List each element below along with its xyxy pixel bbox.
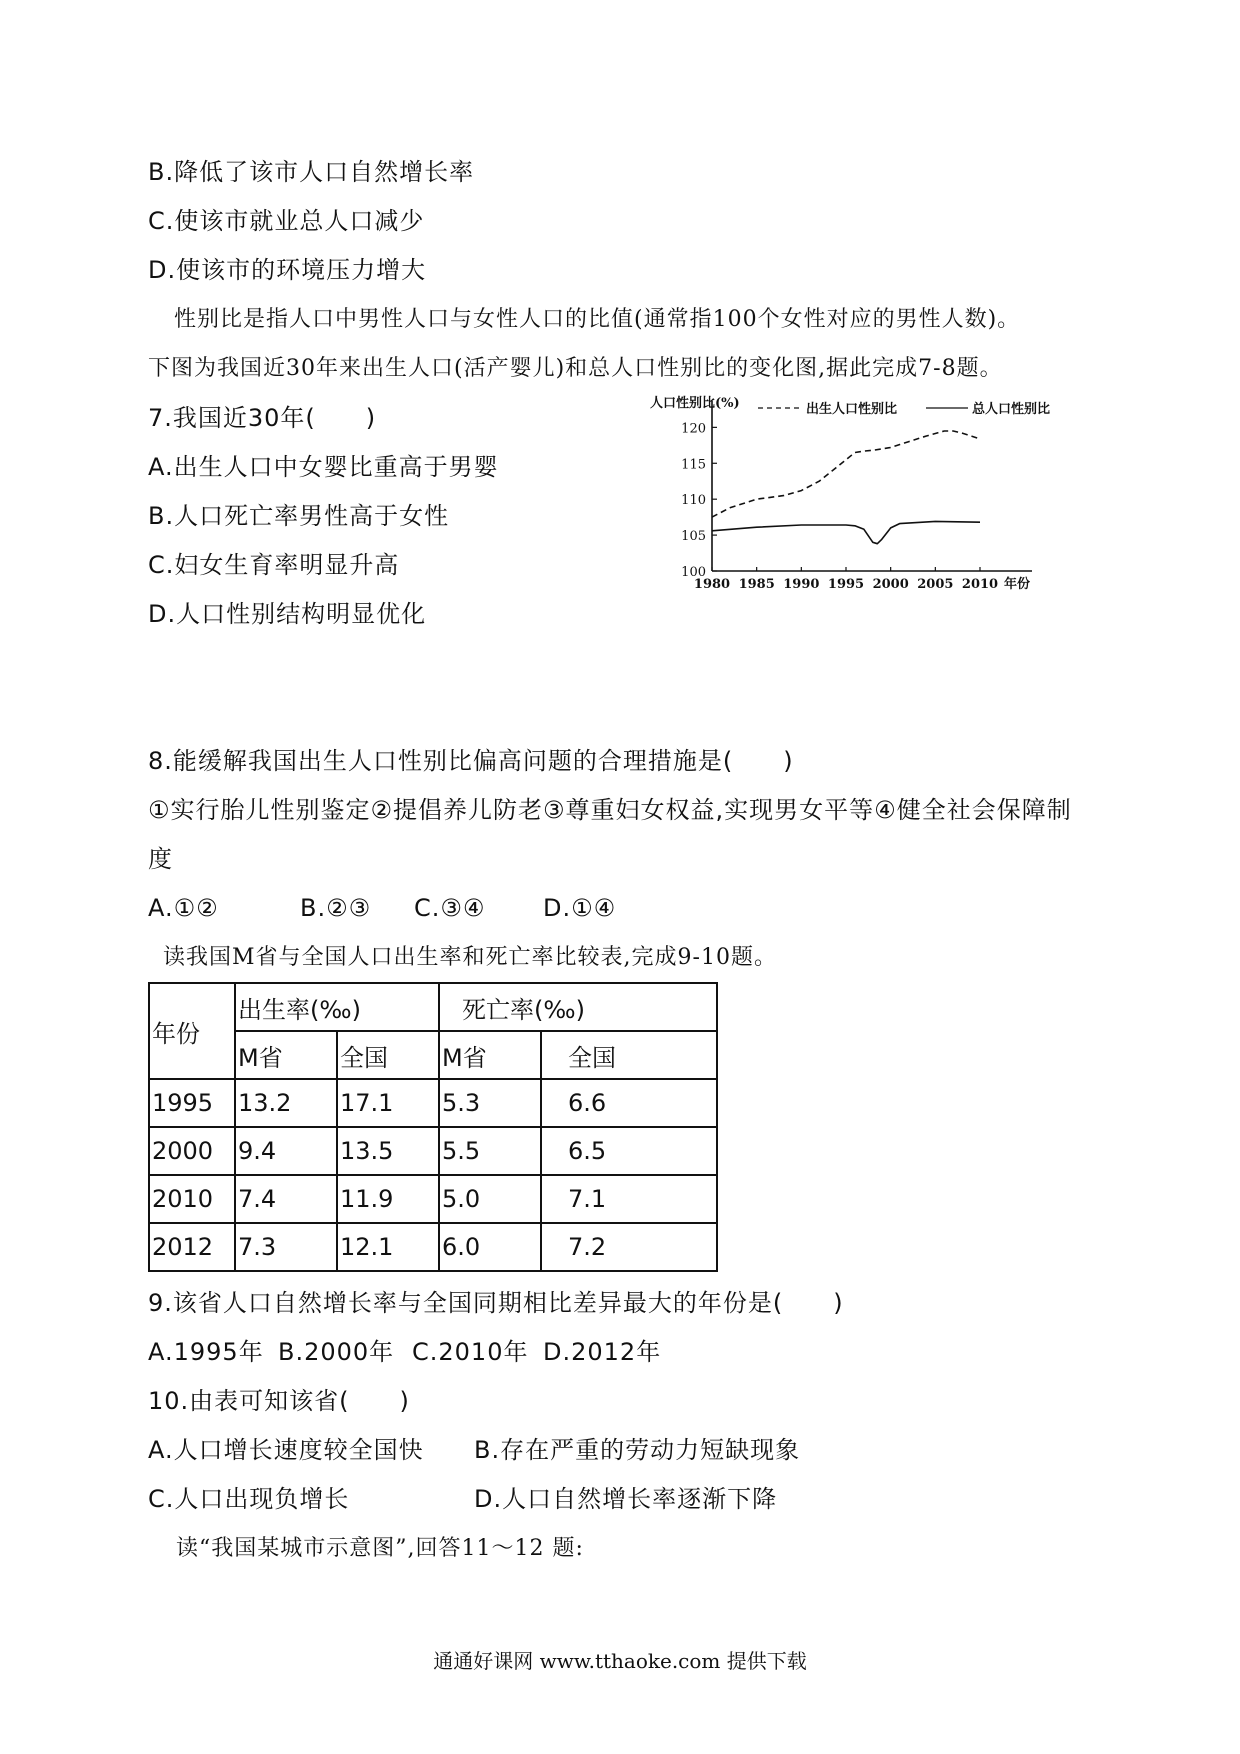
x-tick-label: 1985	[738, 577, 775, 592]
q6-option-d: D.使该市的环境压力增大	[148, 256, 427, 284]
cell-national-birth: 13.5	[337, 1127, 439, 1175]
q8-measures-line2: 度	[148, 845, 173, 873]
q10-option-c: C.人口出现负增长	[148, 1485, 350, 1513]
x-tick-label: 2000	[872, 577, 909, 592]
cell-year: 2000	[149, 1127, 235, 1175]
rates-table	[148, 982, 718, 1272]
table-row	[149, 1127, 717, 1175]
q7-stem: 7.我国近30年( )	[148, 404, 377, 432]
subheader-m-birth: M省	[235, 1031, 337, 1079]
q8-measures-line1: ①实行胎儿性别鉴定②提倡养儿防老③尊重妇女权益,实现男女平等④健全社会保障制	[148, 796, 1072, 824]
q9-option-a: A.1995年	[148, 1338, 264, 1366]
q7-option-c: C.妇女生育率明显升高	[148, 551, 400, 579]
cell-national-death: 7.2	[541, 1223, 717, 1271]
cell-m-birth: 9.4	[235, 1127, 337, 1175]
cell-national-death: 6.6	[541, 1079, 717, 1127]
legend-label-birth: 出生人口性别比	[806, 402, 898, 417]
y-tick-label: 115	[681, 457, 706, 473]
page-footer: 通通好课网 www.tthaoke.com 提供下载	[433, 1649, 807, 1673]
cell-m-death: 5.3	[439, 1079, 541, 1127]
cell-national-death: 7.1	[541, 1175, 717, 1223]
cell-year: 1995	[149, 1079, 235, 1127]
x-tick-label: 2005	[917, 577, 954, 592]
cell-national-death: 6.5	[541, 1127, 717, 1175]
cell-year: 2010	[149, 1175, 235, 1223]
intro-7-8-line2: 下图为我国近30年来出生人口(活产婴儿)和总人口性别比的变化图,据此完成7-8题。	[148, 356, 1003, 381]
y-tick-label: 105	[681, 529, 706, 545]
y-tick-label: 110	[681, 493, 706, 509]
chart-axes	[650, 395, 1032, 592]
sex-ratio-chart	[650, 395, 1090, 595]
intro-9-10: 读我国M省与全国人口出生率和死亡率比较表,完成9-10题。	[163, 945, 777, 970]
q8-stem: 8.能缓解我国出生人口性别比偏高问题的合理措施是( )	[148, 747, 794, 775]
subheader-national-death: 全国	[541, 1031, 717, 1079]
q9-stem: 9.该省人口自然增长率与全国同期相比差异最大的年份是( )	[148, 1289, 844, 1317]
cell-national-birth: 17.1	[337, 1079, 439, 1127]
cell-m-birth: 7.4	[235, 1175, 337, 1223]
q7-option-d: D.人口性别结构明显优化	[148, 600, 427, 628]
q6-option-b: B.降低了该市人口自然增长率	[148, 158, 475, 186]
cell-national-birth: 12.1	[337, 1223, 439, 1271]
cell-m-birth: 7.3	[235, 1223, 337, 1271]
q9-option-b: B.2000年	[278, 1338, 395, 1366]
y-tick-label: 100	[681, 565, 706, 580]
chart-legend	[758, 401, 1050, 417]
y-tick-label: 120	[681, 421, 706, 437]
series-line-birth-sex-ratio	[712, 431, 980, 517]
q10-option-b: B.存在严重的劳动力短缺现象	[474, 1436, 801, 1464]
x-tick-label: 1995	[827, 577, 865, 592]
header-year: 年份	[149, 983, 235, 1079]
q8-option-b: B.②③	[300, 894, 372, 922]
q8-option-a: A.①②	[148, 894, 219, 922]
legend-label-total: 总人口性别比	[972, 402, 1051, 417]
q10-option-a: A.人口增长速度较全国快	[148, 1436, 424, 1464]
intro-11-12: 读“我国某城市示意图”,回答11～12 题:	[176, 1536, 584, 1561]
intro-7-8-line1: 性别比是指人口中男性人口与女性人口的比值(通常指100个女性对应的男性人数)。	[174, 307, 1021, 332]
x-tick-label: 1980	[693, 577, 731, 592]
q10-stem: 10.由表可知该省( )	[148, 1387, 410, 1415]
q10-option-d: D.人口自然增长率逐渐下降	[474, 1485, 778, 1513]
q7-option-a: A.出生人口中女婴比重高于男婴	[148, 453, 499, 481]
q7-option-b: B.人口死亡率男性高于女性	[148, 502, 450, 530]
table-row	[149, 1223, 717, 1271]
cell-year: 2012	[149, 1223, 235, 1271]
table-header-row	[149, 983, 717, 1031]
cell-m-death: 5.5	[439, 1127, 541, 1175]
q6-option-c: C.使该市就业总人口减少	[148, 207, 425, 235]
q8-option-c: C.③④	[414, 894, 486, 922]
table-row	[149, 1175, 717, 1223]
q8-option-d: D.①④	[543, 894, 617, 922]
cell-national-birth: 11.9	[337, 1175, 439, 1223]
table-subheader-row	[149, 1031, 717, 1079]
cell-m-birth: 13.2	[235, 1079, 337, 1127]
cell-m-death: 6.0	[439, 1223, 541, 1271]
q9-option-d: D.2012年	[543, 1338, 662, 1366]
chart-plot-area	[712, 431, 980, 544]
header-death-rate: 死亡率(‰)	[439, 983, 717, 1031]
subheader-m-death: M省	[439, 1031, 541, 1079]
header-birth-rate: 出生率(‰)	[235, 983, 439, 1031]
q9-option-c: C.2010年	[412, 1338, 529, 1366]
cell-m-death: 5.0	[439, 1175, 541, 1223]
y-axis-label: 人口性别比(%)	[650, 396, 740, 411]
series-line-total-sex-ratio	[712, 521, 980, 543]
x-tick-label: 1990	[783, 577, 820, 592]
x-axis-label: 年份	[1004, 577, 1031, 592]
x-tick-label: 2010	[961, 577, 999, 592]
subheader-national-birth: 全国	[337, 1031, 439, 1079]
table-row	[149, 1079, 717, 1127]
